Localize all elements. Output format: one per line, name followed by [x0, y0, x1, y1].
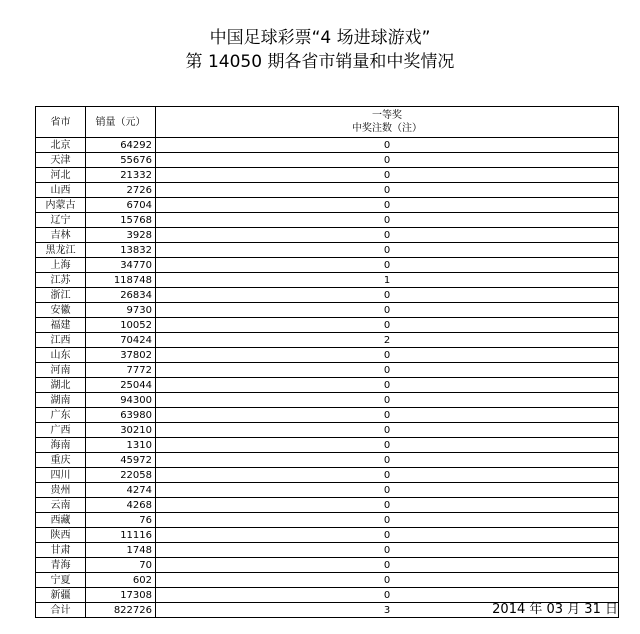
cell-province: 宁夏 — [36, 573, 86, 588]
cell-wins: 0 — [156, 288, 619, 303]
table-row — [36, 378, 619, 393]
cell-sales: 94300 — [86, 393, 156, 408]
cell-province: 甘肃 — [36, 543, 86, 558]
cell-province: 上海 — [36, 258, 86, 273]
cell-sales: 30210 — [86, 423, 156, 438]
cell-sales: 21332 — [86, 168, 156, 183]
cell-sales: 13832 — [86, 243, 156, 258]
cell-sales: 602 — [86, 573, 156, 588]
table-row — [36, 228, 619, 243]
cell-province: 安徽 — [36, 303, 86, 318]
cell-sales: 64292 — [86, 138, 156, 153]
table-row — [36, 423, 619, 438]
cell-province: 江苏 — [36, 273, 86, 288]
cell-wins: 0 — [156, 408, 619, 423]
table-row — [36, 183, 619, 198]
header-first-prize-title: 一等奖 — [372, 110, 402, 121]
cell-wins: 0 — [156, 393, 619, 408]
header-first-prize-count: 中奖注数（注） — [352, 123, 422, 134]
table-row — [36, 213, 619, 228]
cell-sales: 55676 — [86, 153, 156, 168]
table-row — [36, 408, 619, 423]
cell-sales: 70424 — [86, 333, 156, 348]
table-row — [36, 528, 619, 543]
cell-sales: 45972 — [86, 453, 156, 468]
cell-wins: 0 — [156, 423, 619, 438]
cell-sales: 26834 — [86, 288, 156, 303]
cell-wins: 1 — [156, 273, 619, 288]
cell-province: 北京 — [36, 138, 86, 153]
cell-wins: 0 — [156, 228, 619, 243]
cell-wins: 0 — [156, 573, 619, 588]
cell-sales: 22058 — [86, 468, 156, 483]
cell-province: 黑龙江 — [36, 243, 86, 258]
cell-wins: 0 — [156, 513, 619, 528]
table-row — [36, 333, 619, 348]
header-province: 省市 — [36, 107, 86, 138]
cell-province: 天津 — [36, 153, 86, 168]
table-body — [36, 138, 619, 618]
cell-province: 四川 — [36, 468, 86, 483]
cell-sales: 25044 — [86, 378, 156, 393]
cell-province: 江西 — [36, 333, 86, 348]
cell-province: 湖北 — [36, 378, 86, 393]
cell-sales: 1748 — [86, 543, 156, 558]
cell-wins: 0 — [156, 558, 619, 573]
cell-sales: 2726 — [86, 183, 156, 198]
cell-province: 浙江 — [36, 288, 86, 303]
cell-sales: 6704 — [86, 198, 156, 213]
table-row — [36, 543, 619, 558]
cell-wins: 0 — [156, 498, 619, 513]
cell-province: 重庆 — [36, 453, 86, 468]
cell-province: 辽宁 — [36, 213, 86, 228]
cell-province: 陕西 — [36, 528, 86, 543]
cell-sales: 34770 — [86, 258, 156, 273]
cell-province: 吉林 — [36, 228, 86, 243]
cell-province: 青海 — [36, 558, 86, 573]
cell-province: 内蒙古 — [36, 198, 86, 213]
table-row — [36, 303, 619, 318]
table-row — [36, 453, 619, 468]
cell-province: 湖南 — [36, 393, 86, 408]
cell-wins: 0 — [156, 258, 619, 273]
cell-sales: 9730 — [86, 303, 156, 318]
table-row — [36, 318, 619, 333]
cell-wins: 0 — [156, 318, 619, 333]
cell-sales: 11116 — [86, 528, 156, 543]
cell-wins: 0 — [156, 243, 619, 258]
cell-sales: 37802 — [86, 348, 156, 363]
cell-sales: 10052 — [86, 318, 156, 333]
cell-wins: 0 — [156, 483, 619, 498]
table-row — [36, 483, 619, 498]
header-first-prize — [156, 107, 619, 138]
cell-province: 河南 — [36, 363, 86, 378]
cell-wins: 0 — [156, 348, 619, 363]
cell-province: 福建 — [36, 318, 86, 333]
cell-wins: 0 — [156, 453, 619, 468]
cell-province: 西藏 — [36, 513, 86, 528]
cell-sales: 17308 — [86, 588, 156, 603]
cell-wins: 2 — [156, 333, 619, 348]
sales-table — [35, 106, 619, 618]
cell-sales: 7772 — [86, 363, 156, 378]
table-row — [36, 513, 619, 528]
cell-sales: 63980 — [86, 408, 156, 423]
table-row — [36, 273, 619, 288]
table-row — [36, 348, 619, 363]
cell-sales: 70 — [86, 558, 156, 573]
cell-sales: 822726 — [86, 603, 156, 618]
cell-sales: 4274 — [86, 483, 156, 498]
table-row — [36, 558, 619, 573]
cell-wins: 0 — [156, 378, 619, 393]
cell-province: 贵州 — [36, 483, 86, 498]
table-row — [36, 573, 619, 588]
cell-wins: 0 — [156, 438, 619, 453]
cell-province: 河北 — [36, 168, 86, 183]
table-row — [36, 438, 619, 453]
cell-wins: 0 — [156, 153, 619, 168]
table-row — [36, 243, 619, 258]
cell-sales: 3928 — [86, 228, 156, 243]
cell-wins: 0 — [156, 588, 619, 603]
cell-wins: 0 — [156, 213, 619, 228]
table-row — [36, 168, 619, 183]
cell-wins: 0 — [156, 363, 619, 378]
cell-sales: 76 — [86, 513, 156, 528]
cell-province: 广东 — [36, 408, 86, 423]
cell-wins: 0 — [156, 138, 619, 153]
cell-wins: 0 — [156, 303, 619, 318]
cell-sales: 1310 — [86, 438, 156, 453]
page-title: 中国足球彩票“4 场进球游戏” — [209, 28, 431, 48]
page-subtitle: 第 14050 期各省市销量和中奖情况 — [185, 52, 455, 72]
cell-province: 云南 — [36, 498, 86, 513]
cell-wins: 0 — [156, 168, 619, 183]
cell-wins: 0 — [156, 183, 619, 198]
table-row — [36, 363, 619, 378]
cell-province: 山西 — [36, 183, 86, 198]
cell-province: 海南 — [36, 438, 86, 453]
cell-province: 山东 — [36, 348, 86, 363]
table-row — [36, 498, 619, 513]
table-row — [36, 468, 619, 483]
cell-sales: 118748 — [86, 273, 156, 288]
table-row — [36, 138, 619, 153]
header-sales: 销量（元） — [86, 107, 156, 138]
cell-sales: 15768 — [86, 213, 156, 228]
table-row — [36, 198, 619, 213]
table-row — [36, 258, 619, 273]
cell-sales: 4268 — [86, 498, 156, 513]
cell-wins: 0 — [156, 468, 619, 483]
cell-wins: 3 — [156, 603, 619, 618]
cell-province: 合计 — [36, 603, 86, 618]
cell-province: 新疆 — [36, 588, 86, 603]
cell-wins: 0 — [156, 543, 619, 558]
cell-wins: 0 — [156, 198, 619, 213]
cell-wins: 0 — [156, 528, 619, 543]
table-header-row — [36, 107, 619, 138]
table-row — [36, 288, 619, 303]
report-date: 2014 年 03 月 31 日 — [492, 602, 618, 617]
cell-province: 广西 — [36, 423, 86, 438]
table-row — [36, 153, 619, 168]
table-row — [36, 393, 619, 408]
